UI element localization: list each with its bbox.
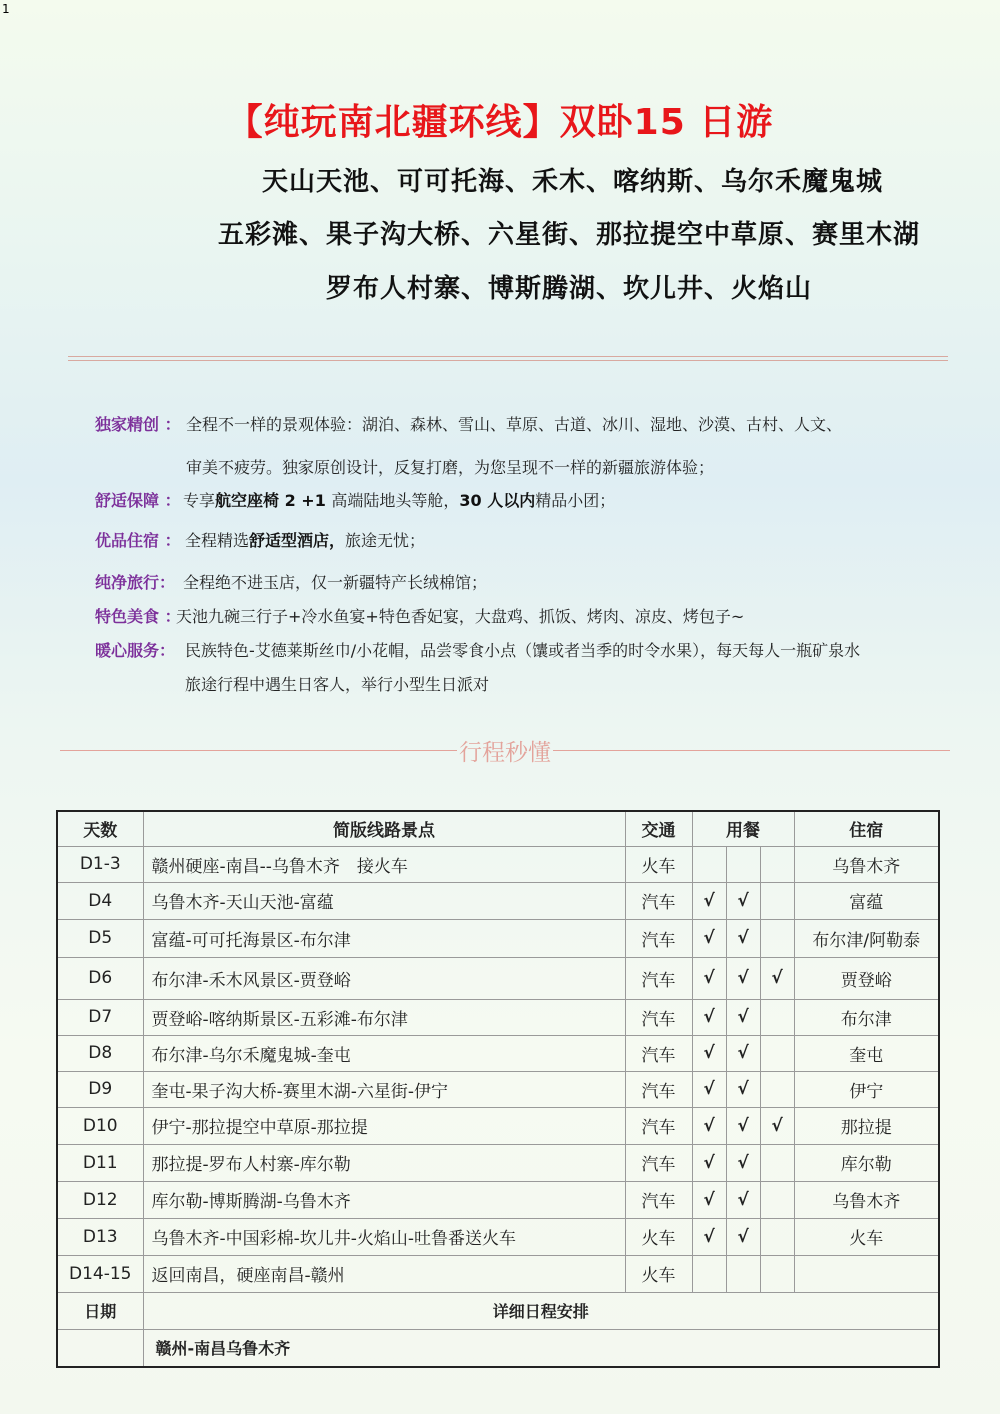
cell-m3	[760, 1035, 794, 1071]
cell-m2: √	[726, 1035, 760, 1071]
detail-header-date: 日期	[57, 1292, 143, 1329]
cell-route: 乌鲁木齐-中国彩棉-坎儿井-火焰山-吐鲁番送火车	[143, 1218, 625, 1255]
cell-transport: 汽车	[625, 919, 692, 957]
subtitle-line-3: 罗布人村寨、博斯腾湖、坎儿井、火焰山	[326, 274, 813, 304]
cell-m3	[760, 1181, 794, 1218]
cell-m3	[760, 1071, 794, 1107]
cell-hotel: 伊宁	[794, 1071, 939, 1107]
table-row	[57, 1144, 939, 1181]
table-row	[57, 1255, 939, 1292]
feature-text: 民族特色-艾德莱斯丝巾/小花帽，品尝零食小点（馕或者当季的时令水果），每天每人一瓶矿泉水	[185, 641, 861, 660]
subtitle-line-1: 天山天池、可可托海、禾木、喀纳斯、乌尔禾魔鬼城	[262, 167, 884, 197]
cell-hotel: 库尔勒	[794, 1144, 939, 1181]
cell-route: 返回南昌，硬座南昌-赣州	[143, 1255, 625, 1292]
feature-label: 舒适保障 ：	[95, 491, 181, 510]
cell-m2: √	[726, 957, 760, 999]
cell-route: 布尔津-乌尔禾魔鬼城-奎屯	[143, 1035, 625, 1071]
cell-route: 乌鲁木齐-天山天池-富蕴	[143, 882, 625, 919]
table-row	[57, 1218, 939, 1255]
feature-text: 天池九碗三行子+冷水鱼宴+特色香妃宴，大盘鸡、抓饭、烤肉、凉皮、烤包子~	[176, 607, 745, 626]
divider	[68, 356, 948, 361]
feature-text: 全程绝不进玉店，仅一新疆特产长绒棉馆；	[183, 573, 488, 592]
cell-hotel: 贾登峪	[794, 957, 939, 999]
cell-m3	[760, 919, 794, 957]
cell-m1: √	[692, 882, 726, 919]
cell-route: 库尔勒-博斯腾湖-乌鲁木齐	[143, 1181, 625, 1218]
cell-route: 伊宁-那拉提空中草原-那拉提	[143, 1107, 625, 1144]
cell-m1	[692, 1255, 726, 1292]
cell-day: D1-3	[57, 846, 143, 882]
table-row	[57, 882, 939, 919]
cell-route: 奎屯-果子沟大桥-赛里木湖-六星街-伊宁	[143, 1071, 625, 1107]
col-header-meals: 用餐	[692, 811, 794, 846]
cell-m3	[760, 846, 794, 882]
feature-text: 专享航空座椅 2 +1 高端陆地头等舱，30 人以内精品小团；	[183, 491, 616, 510]
itinerary-table	[56, 810, 940, 1368]
cell-hotel: 那拉提	[794, 1107, 939, 1144]
feature-label: 特色美食 ：	[95, 607, 181, 626]
feature-text: 全程不一样的景观体验：湖泊、森林、雪山、草原、古道、冰川、湿地、沙漠、古村、人文、	[186, 415, 843, 434]
table-row	[57, 957, 939, 999]
detail-row	[57, 1329, 939, 1367]
cell-transport: 火车	[625, 1255, 692, 1292]
cell-m3	[760, 999, 794, 1035]
cell-day: D8	[57, 1035, 143, 1071]
cell-m3	[760, 882, 794, 919]
table-row	[57, 999, 939, 1035]
page-title: 【纯玩南北疆环线】双卧15 日游	[226, 102, 774, 143]
cell-m1: √	[692, 1181, 726, 1218]
col-header-transport: 交通	[625, 811, 692, 846]
cell-transport: 汽车	[625, 999, 692, 1035]
feature-text: 全程精选舒适型酒店，旅途无忧；	[185, 531, 426, 550]
detail-date-cell	[57, 1329, 143, 1367]
cell-m2	[726, 1255, 760, 1292]
cell-hotel: 乌鲁木齐	[794, 1181, 939, 1218]
section-divider	[60, 735, 950, 765]
cell-day: D12	[57, 1181, 143, 1218]
detail-header-row	[57, 1292, 939, 1329]
table-row	[57, 919, 939, 957]
cell-day: D7	[57, 999, 143, 1035]
cell-m2: √	[726, 882, 760, 919]
cell-transport: 汽车	[625, 1071, 692, 1107]
cell-hotel: 富蕴	[794, 882, 939, 919]
cell-hotel: 布尔津	[794, 999, 939, 1035]
cell-m2: √	[726, 1218, 760, 1255]
cell-m1: √	[692, 1071, 726, 1107]
cell-m1: √	[692, 999, 726, 1035]
cell-transport: 火车	[625, 1218, 692, 1255]
cell-route: 贾登峪-喀纳斯景区-五彩滩-布尔津	[143, 999, 625, 1035]
cell-m2: √	[726, 1181, 760, 1218]
table-row	[57, 846, 939, 882]
cell-day: D11	[57, 1144, 143, 1181]
cell-transport: 汽车	[625, 1144, 692, 1181]
cell-m1: √	[692, 919, 726, 957]
cell-day: D10	[57, 1107, 143, 1144]
cell-transport: 火车	[625, 846, 692, 882]
feature-label: 独家精创 ：	[95, 415, 181, 434]
cell-day: D14-15	[57, 1255, 143, 1292]
table-row	[57, 1035, 939, 1071]
cell-route: 那拉提-罗布人村寨-库尔勒	[143, 1144, 625, 1181]
cell-m1: √	[692, 1107, 726, 1144]
cell-transport: 汽车	[625, 1107, 692, 1144]
page-number: 1	[2, 2, 10, 16]
cell-m2	[726, 846, 760, 882]
col-header-day: 天数	[57, 811, 143, 846]
cell-route: 赣州硬座-南昌--乌鲁木齐 接火车	[143, 846, 625, 882]
feature-text: 旅途行程中遇生日客人，举行小型生日派对	[185, 675, 490, 694]
cell-m2: √	[726, 919, 760, 957]
cell-m1: √	[692, 957, 726, 999]
cell-transport: 汽车	[625, 1181, 692, 1218]
table-header-row	[57, 811, 939, 846]
cell-m1: √	[692, 1144, 726, 1181]
feature-label: 暖心服务：	[95, 641, 176, 660]
detail-header-schedule: 详细日程安排	[143, 1292, 939, 1329]
cell-m3: √	[760, 1107, 794, 1144]
section-heading: 行程秒懂	[459, 739, 551, 766]
col-header-route: 简版线路景点	[143, 811, 625, 846]
subtitle-line-2: 五彩滩、果子沟大桥、六星街、那拉提空中草原、赛里木湖	[218, 220, 921, 250]
table-row	[57, 1107, 939, 1144]
cell-m2: √	[726, 999, 760, 1035]
cell-m2: √	[726, 1107, 760, 1144]
cell-m3	[760, 1144, 794, 1181]
cell-m1: √	[692, 1218, 726, 1255]
cell-hotel: 奎屯	[794, 1035, 939, 1071]
feature-label: 优品住宿 ：	[95, 531, 181, 550]
col-header-hotel: 住宿	[794, 811, 939, 846]
cell-hotel: 火车	[794, 1218, 939, 1255]
cell-m1: √	[692, 1035, 726, 1071]
cell-transport: 汽车	[625, 957, 692, 999]
cell-day: D9	[57, 1071, 143, 1107]
cell-day: D4	[57, 882, 143, 919]
cell-m1	[692, 846, 726, 882]
detail-schedule-cell: 赣州-南昌乌鲁木齐	[143, 1329, 939, 1367]
cell-m3	[760, 1218, 794, 1255]
cell-hotel	[794, 1255, 939, 1292]
cell-day: D13	[57, 1218, 143, 1255]
cell-m3: √	[760, 957, 794, 999]
table-row	[57, 1181, 939, 1218]
feature-label: 纯净旅行：	[95, 573, 176, 592]
table-row	[57, 1071, 939, 1107]
cell-transport: 汽车	[625, 1035, 692, 1071]
cell-hotel: 布尔津/阿勒泰	[794, 919, 939, 957]
cell-day: D6	[57, 957, 143, 999]
cell-day: D5	[57, 919, 143, 957]
cell-m2: √	[726, 1071, 760, 1107]
feature-text: 审美不疲劳。独家原创设计，反复打磨，为您呈现不一样的新疆旅游体验；	[186, 458, 715, 477]
cell-route: 布尔津-禾木风景区-贾登峪	[143, 957, 625, 999]
cell-transport: 汽车	[625, 882, 692, 919]
cell-m2: √	[726, 1144, 760, 1181]
cell-route: 富蕴-可可托海景区-布尔津	[143, 919, 625, 957]
cell-hotel: 乌鲁木齐	[794, 846, 939, 882]
cell-m3	[760, 1255, 794, 1292]
